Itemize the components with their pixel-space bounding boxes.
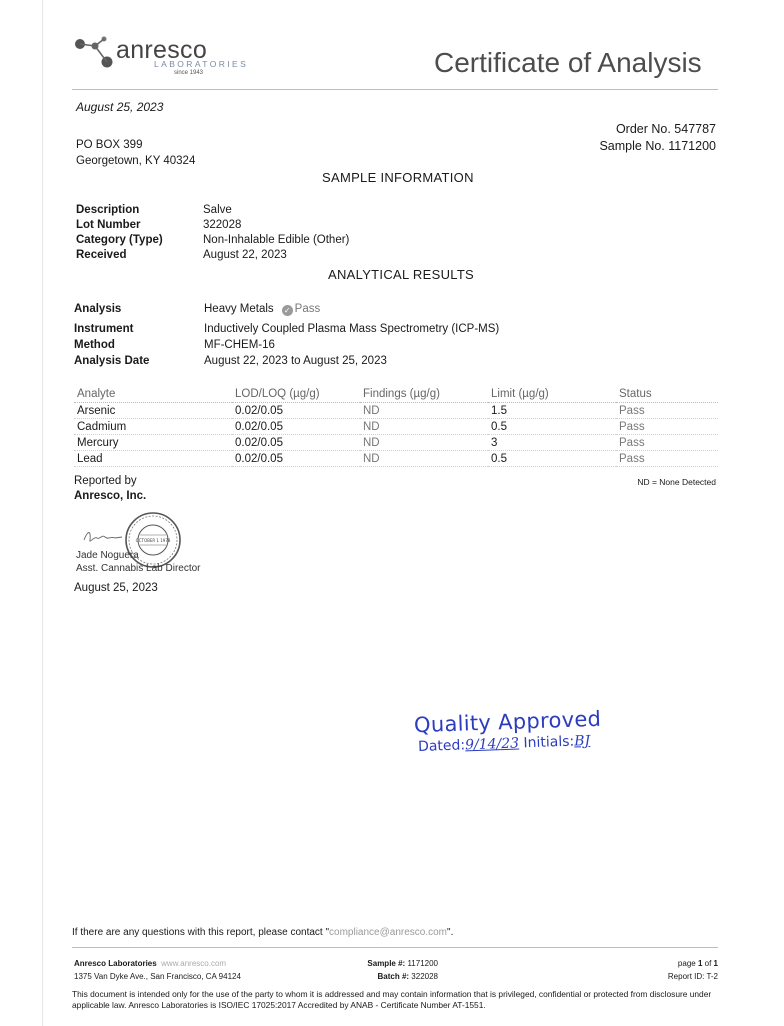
quality-approved-stamp [414, 704, 614, 758]
contact-line [72, 926, 453, 939]
contact-text-end: ". [447, 927, 454, 938]
limit-cell: 0.5 [488, 451, 616, 467]
footer-page-current: 1 [697, 959, 703, 968]
sample-info-label: Category (Type) [76, 234, 163, 246]
order-info [599, 121, 716, 155]
footer-company-block [74, 958, 241, 982]
analysis-details [74, 322, 634, 370]
analysis-detail-label: Instrument [74, 323, 134, 335]
analytical-results-title: ANALYTICAL RESULTS [328, 267, 475, 282]
initials-value: BJ [573, 733, 591, 750]
sample-info-title: SAMPLE INFORMATION [322, 170, 474, 185]
address-line-2: Georgetown, KY 40324 [76, 155, 196, 167]
findings-cell: ND [360, 403, 488, 419]
analysis-detail-label: Analysis Date [74, 355, 150, 367]
stamp-date: OCTOBER 1 1978 [135, 538, 171, 543]
order-number: Order No. 547787 [615, 122, 716, 136]
nd-footnote: ND = None Detected [637, 477, 716, 487]
footer-disclaimer: This document is intended only for the use of the party to whom it is addressed and may contain information that is privileged, confidential or protected from disclosure under applicable law. Anresco Laboratories is ISO/IEC 17025:2017 Accredited by ANAB - Certificate Number AT-1551. [72, 989, 712, 1010]
signatory-name: Jade Noguera [76, 550, 139, 561]
analyte-cell: Mercury [74, 435, 232, 451]
analysis-value-group [204, 302, 320, 317]
analyte-cell: Arsenic [74, 403, 232, 419]
column-header-limit: Limit (µg/g) [488, 385, 616, 403]
table-row [74, 403, 718, 419]
sample-number: Sample No. 1171200 [599, 139, 716, 153]
dated-value: 9/14/23 [464, 735, 520, 754]
header-divider [72, 89, 718, 90]
sample-info-table [76, 203, 476, 265]
findings-cell: ND [360, 451, 488, 467]
table-row [74, 435, 718, 451]
analysis-detail-value: Inductively Coupled Plasma Mass Spectrometry (ICP-MS) [204, 323, 500, 335]
findings-cell: ND [360, 435, 488, 451]
analysis-row [74, 302, 574, 318]
address-line-1: PO BOX 399 [76, 139, 143, 151]
lodloq-cell: 0.02/0.05 [232, 435, 360, 451]
sample-info-value: Non-Inhalable Edible (Other) [203, 234, 350, 246]
signature-image [82, 528, 124, 546]
analysis-detail-value: August 22, 2023 to August 25, 2023 [204, 355, 387, 367]
footer-sample-label: Sample #: [367, 959, 406, 968]
footer-company: Anresco Laboratories [74, 959, 157, 968]
footer-sample-value: 1171200 [407, 959, 438, 968]
table-row [74, 451, 718, 467]
logo-wordmark: anresco [116, 36, 208, 64]
report-date: August 25, 2023 [76, 100, 164, 114]
results-table [74, 385, 718, 467]
check-badge-icon: ✓ [282, 305, 293, 316]
column-header-status: Status [616, 385, 718, 403]
dated-label: Dated: [417, 737, 466, 755]
findings-cell: ND [360, 419, 488, 435]
footer-ids [364, 958, 438, 982]
analysis-detail-value: MF-CHEM-16 [204, 339, 275, 351]
limit-cell: 0.5 [488, 419, 616, 435]
sample-info-label: Lot Number [76, 219, 141, 231]
lodloq-cell: 0.02/0.05 [232, 419, 360, 435]
status-cell: Pass [616, 403, 718, 419]
client-address [76, 137, 195, 169]
analysis-status: Pass [294, 303, 321, 315]
footer-batch-value: 322028 [411, 972, 438, 981]
signature-date: August 25, 2023 [74, 582, 158, 594]
analysis-detail-label: Method [74, 339, 115, 351]
footer-page-label: page [677, 959, 696, 968]
lodloq-cell: 0.02/0.05 [232, 403, 360, 419]
reported-by-company: Anresco, Inc. [74, 490, 147, 502]
footer-page-total: 1 [713, 959, 718, 968]
initials-label: Initials: [523, 733, 575, 752]
footer-page-of: of [704, 959, 712, 968]
status-cell: Pass [616, 451, 718, 467]
analysis-value: Heavy Metals [204, 303, 274, 315]
sample-info-value: Salve [203, 204, 232, 216]
column-header-lodloq: LOD/LOQ (µg/g) [232, 385, 360, 403]
sample-info-label: Description [76, 204, 140, 216]
status-cell: Pass [616, 419, 718, 435]
table-row [74, 419, 718, 435]
logo-since: since 1943 [174, 70, 204, 76]
footer-batch-label: Batch #: [377, 972, 410, 981]
contact-text: If there are any questions with this report, please contact " [72, 927, 330, 938]
status-cell: Pass [616, 435, 718, 451]
footer-website-link[interactable]: www.anresco.com [161, 959, 227, 968]
signatory-role: Asst. Cannabis Lab Director [76, 563, 201, 574]
lodloq-cell: 0.02/0.05 [232, 451, 360, 467]
limit-cell: 1.5 [488, 403, 616, 419]
footer-address: 1375 Van Dyke Ave., San Francisco, CA 94124 [74, 972, 241, 981]
table-header-row [74, 385, 718, 403]
page-title: Certificate of Analysis [434, 47, 702, 78]
sample-info-value: 322028 [203, 219, 242, 231]
footer-report-id: Report ID: T-2 [667, 972, 718, 981]
analyte-cell: Cadmium [74, 419, 232, 435]
analysis-label: Analysis [74, 303, 122, 315]
column-header-findings: Findings (µg/g) [360, 385, 488, 403]
column-header-analyte: Analyte [74, 385, 232, 403]
sample-info-value: August 22, 2023 [203, 249, 287, 261]
quality-approved-title: Quality Approved [413, 706, 602, 738]
sample-info-label: Received [76, 249, 127, 261]
footer-divider [72, 947, 718, 948]
limit-cell: 3 [488, 435, 616, 451]
logo-subtitle: LABORATORIES [154, 59, 249, 69]
footer-page-block [668, 958, 718, 982]
analyte-cell: Lead [74, 451, 232, 467]
reported-by-label: Reported by [74, 475, 137, 487]
contact-email-link[interactable]: compliance@anresco.com [329, 927, 448, 938]
quality-approved-details [418, 733, 591, 755]
scan-edge [42, 0, 43, 1026]
signatory-block [76, 549, 201, 575]
anresco-logo-icon [74, 36, 118, 72]
